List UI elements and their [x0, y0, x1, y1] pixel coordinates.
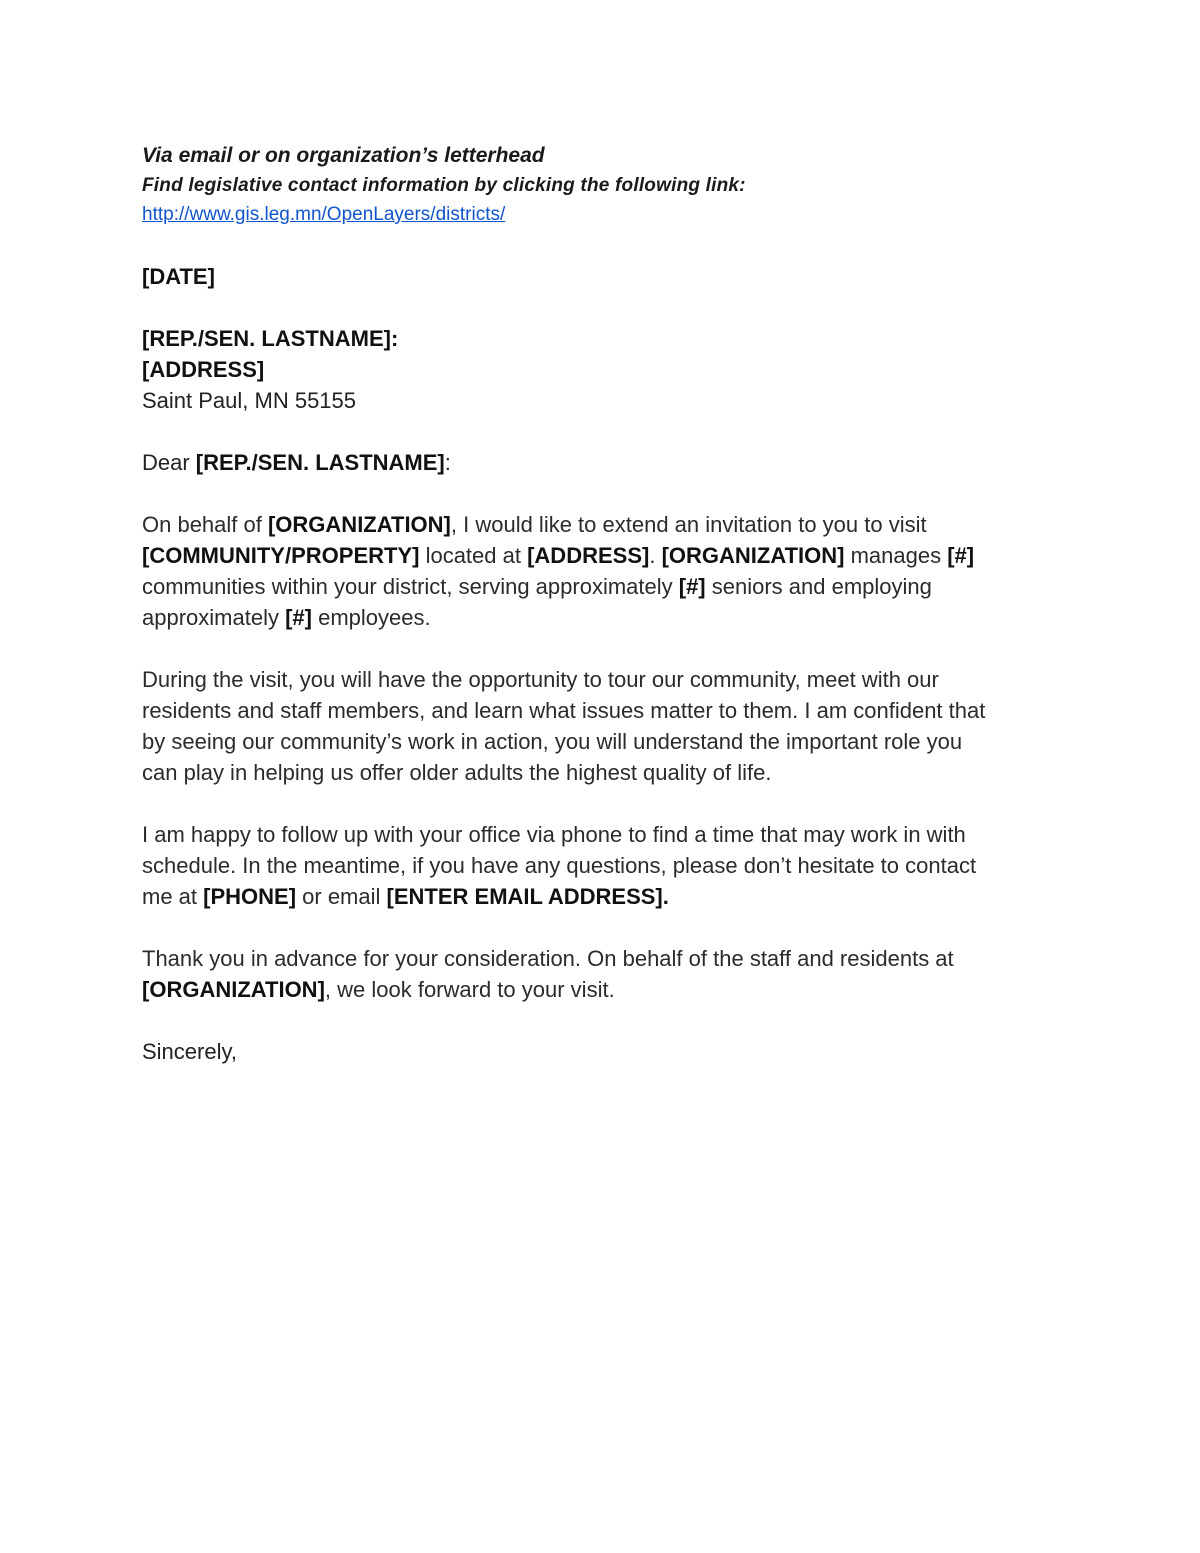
spacer: [142, 478, 1062, 509]
recipient-address: [ADDRESS]: [142, 357, 265, 382]
text: , I would like to extend an invitation to you to visit: [450, 512, 927, 537]
text: On behalf of: [142, 512, 268, 537]
salutation-name: [REP./SEN. LASTNAME]: [195, 450, 445, 475]
text: me at: [142, 884, 204, 909]
paragraph-line: During the visit, you will have the opportunity to tour our community, meet with our: [142, 667, 939, 692]
paragraph-line: residents and staff members, and learn what issues matter to them. I am confident that: [142, 698, 986, 723]
spacer: [142, 1005, 1062, 1036]
paragraph-line: [142, 974, 1062, 1005]
paragraph-line: Thank you in advance for your consideration. On behalf of the staff and residents at: [142, 946, 954, 971]
text: employees.: [311, 605, 431, 630]
paragraph-follow-up: [142, 819, 1062, 912]
placeholder-organization: [ORGANIZATION]: [267, 512, 451, 537]
salutation-prefix: Dear: [142, 450, 196, 475]
paragraph-line: [142, 509, 1062, 540]
letter-instruction-subtitle: Find legislative contact information by clicking the following link:: [142, 175, 746, 196]
paragraph-line: can play in helping us offer older adults the highest quality of life.: [142, 760, 772, 785]
salutation-suffix: :: [444, 450, 451, 475]
placeholder-number: [#]: [947, 543, 975, 568]
text: or email: [296, 884, 387, 909]
text: located at: [419, 543, 528, 568]
text: approximately: [142, 605, 286, 630]
placeholder-phone: [PHONE]: [203, 884, 297, 909]
letter-instruction-title: Via email or on organization’s letterhead: [142, 144, 545, 167]
spacer: [142, 633, 1062, 664]
paragraph-line: [142, 602, 1062, 633]
text: seniors and employing: [705, 574, 932, 599]
placeholder-community: [COMMUNITY/PROPERTY]: [142, 543, 420, 568]
spacer: [142, 788, 1062, 819]
districts-link[interactable]: http://www.gis.leg.mn/OpenLayers/districts/: [142, 204, 506, 225]
closing: Sincerely,: [142, 1039, 237, 1064]
spacer: [142, 416, 1062, 447]
recipient-city: Saint Paul, MN 55155: [142, 388, 357, 413]
spacer: [142, 912, 1062, 943]
placeholder-organization: [ORGANIZATION]: [661, 543, 845, 568]
placeholder-email: [ENTER EMAIL ADDRESS].: [386, 884, 669, 909]
text: , we look forward to your visit.: [324, 977, 615, 1002]
paragraph-line: [142, 540, 1062, 571]
placeholder-number: [#]: [285, 605, 312, 630]
placeholder-address: [ADDRESS]: [527, 543, 650, 568]
paragraph-line: I am happy to follow up with your office via phone to find a time that may work in with: [142, 822, 966, 847]
spacer: [142, 230, 1062, 261]
text: manages: [844, 543, 948, 568]
letter-page: [142, 140, 1062, 1067]
text: communities within your district, serving approximately: [142, 574, 679, 599]
paragraph-line: schedule. In the meantime, if you have any questions, please don’t hesitate to contact: [142, 853, 977, 878]
paragraph-line: by seeing our community’s work in action, you will understand the important role you: [142, 729, 963, 754]
paragraph-invitation: [142, 509, 1062, 633]
date-placeholder: [DATE]: [142, 264, 215, 289]
spacer: [142, 292, 1062, 323]
text: .: [649, 543, 662, 568]
paragraph-visit: [142, 664, 1062, 788]
placeholder-organization: [ORGANIZATION]: [142, 977, 325, 1002]
paragraph-thanks: [142, 943, 1062, 1005]
paragraph-line: [142, 881, 1062, 912]
recipient-name: [REP./SEN. LASTNAME]:: [142, 326, 399, 351]
salutation: [142, 447, 1062, 478]
placeholder-number: [#]: [678, 574, 706, 599]
paragraph-line: [142, 571, 1062, 602]
